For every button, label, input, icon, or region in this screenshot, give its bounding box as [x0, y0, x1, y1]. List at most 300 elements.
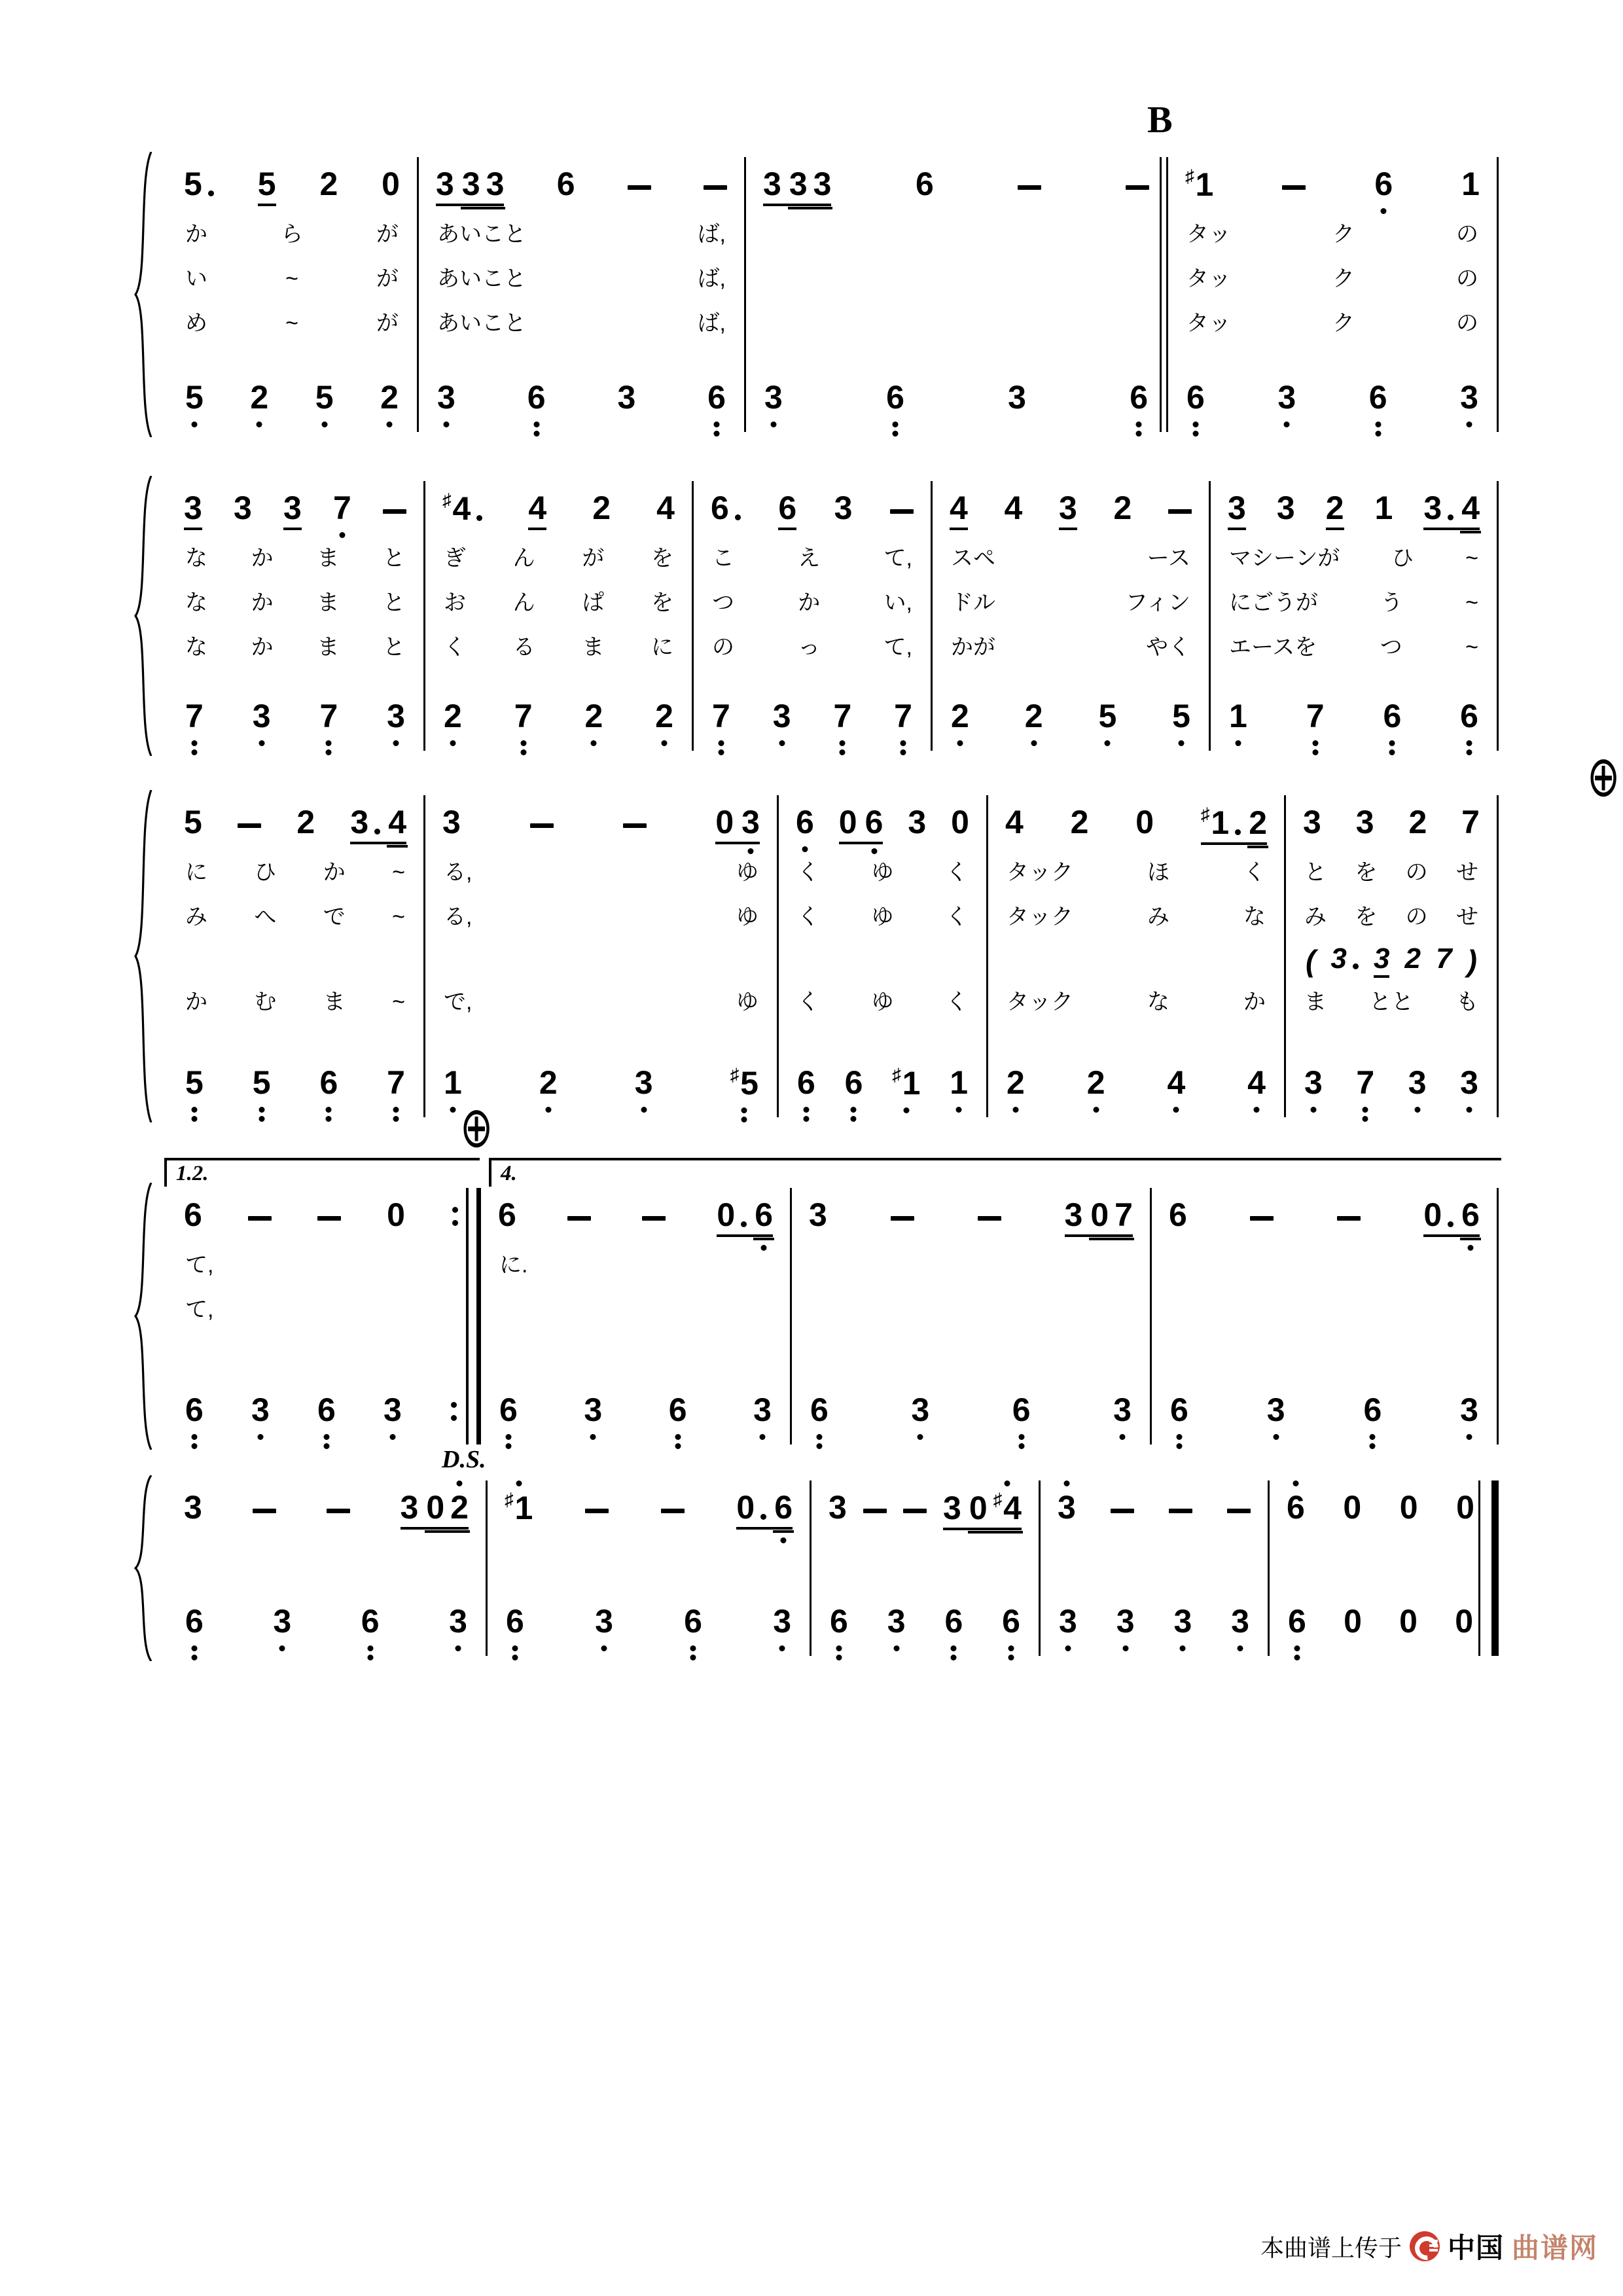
lyrics-row — [425, 539, 692, 583]
note — [845, 1066, 863, 1099]
note-digit: 6 — [1461, 1196, 1480, 1233]
music-system-3 — [167, 744, 1620, 1117]
lyrics-row — [1168, 215, 1497, 259]
note-digit: 2 — [951, 698, 969, 734]
note-digit: 3 — [753, 1391, 772, 1428]
note-group — [387, 1198, 405, 1234]
note-group — [1277, 492, 1295, 528]
note-digit: 3 — [834, 490, 853, 526]
note-digit: 0 — [1399, 1489, 1418, 1526]
note — [1058, 1491, 1076, 1524]
dash-note-icon — [1337, 1216, 1361, 1221]
note — [401, 1491, 419, 1524]
lyrics-row — [167, 215, 417, 259]
note — [1277, 381, 1296, 414]
note-group — [1460, 1066, 1478, 1102]
note-digit: 2 — [319, 166, 338, 202]
lyric-syllable: を — [651, 546, 673, 571]
volta-bracket — [164, 1158, 480, 1187]
note-group — [1173, 1605, 1192, 1641]
note — [1461, 806, 1480, 838]
note — [755, 1198, 773, 1231]
note — [892, 1066, 920, 1100]
bass-row — [167, 696, 423, 751]
note-digit: 2 — [1249, 804, 1267, 841]
note-digit: 6 — [527, 379, 546, 416]
sharp-icon: ♯ — [993, 1490, 1003, 1509]
measure — [1168, 157, 1499, 432]
note — [865, 806, 883, 838]
note-digit: 3 — [763, 166, 781, 202]
note-digit: 6 — [755, 1196, 773, 1233]
note — [797, 1066, 815, 1099]
lyric-syllable: ば, — [697, 222, 726, 247]
note-group — [387, 1066, 405, 1102]
note-group — [845, 1066, 863, 1102]
note-digit: 3 — [908, 804, 927, 840]
augmentation-dot-icon — [374, 829, 380, 834]
note — [442, 806, 461, 838]
note-group — [506, 1605, 524, 1641]
note-group — [1408, 806, 1427, 842]
lyric-syllable: て, — [185, 1253, 214, 1278]
note-digit: 6 — [1363, 1391, 1382, 1428]
dash-note-icon — [1169, 1509, 1192, 1513]
lyric-syllable: に. — [499, 1253, 528, 1278]
lyric-syllable: え — [798, 546, 821, 571]
note — [715, 806, 734, 838]
lyric-syllable: フィン — [1125, 590, 1190, 615]
lyrics-row — [425, 853, 777, 897]
note-digit: 3 — [1266, 1391, 1285, 1428]
note-digit: 6 — [1186, 379, 1205, 416]
beam-subgroup — [789, 168, 832, 200]
note-digit: 5 — [185, 379, 204, 416]
note-digit: 3 — [184, 490, 202, 526]
note-digit: 6 — [778, 490, 797, 526]
note — [251, 1393, 270, 1426]
dash-note-icon — [1250, 1216, 1274, 1221]
note-digit: 0 — [715, 804, 734, 840]
note — [250, 381, 268, 414]
note-group — [669, 1393, 687, 1429]
note — [444, 1066, 462, 1099]
dash-note-icon — [891, 1216, 914, 1221]
bass-row — [419, 377, 744, 432]
note — [436, 168, 454, 200]
note-group — [1456, 1491, 1474, 1527]
note — [951, 806, 969, 838]
lyric-syllable: る, — [444, 905, 473, 929]
bass-row — [1041, 1601, 1268, 1656]
note-digit: 1 — [902, 1065, 921, 1102]
note-digit: 5 — [184, 166, 202, 202]
lyric-syllable: か — [251, 635, 274, 660]
note-digit: 0 — [426, 1489, 445, 1526]
note-group — [617, 381, 635, 417]
melody-row — [779, 795, 986, 853]
lyric-syllable: を — [1355, 905, 1378, 929]
lyric-syllable: ~ — [1465, 590, 1478, 615]
lyric-syllable: て, — [883, 635, 912, 660]
note — [1408, 1066, 1427, 1099]
note-group — [773, 1605, 791, 1641]
note — [1460, 381, 1478, 414]
dash-note-icon — [863, 1509, 887, 1513]
note — [505, 1491, 533, 1524]
note — [557, 168, 575, 200]
note — [736, 1491, 766, 1524]
row-spacer — [167, 348, 417, 377]
note-group — [1065, 1198, 1133, 1237]
note-digit: 5 — [252, 1064, 271, 1101]
note-group — [442, 492, 482, 528]
note-group — [250, 381, 268, 417]
note-group — [1455, 1605, 1473, 1641]
note-digit: 3 — [1228, 490, 1246, 526]
note-group — [444, 1066, 462, 1102]
note — [592, 492, 611, 524]
note — [1059, 1605, 1077, 1638]
note-digit: 3 — [400, 1489, 419, 1526]
lyric-syllable: マシーンが — [1229, 546, 1340, 571]
note — [319, 700, 338, 732]
sharp-icon: ♯ — [505, 1490, 514, 1509]
row-spacer — [167, 672, 423, 696]
note — [387, 1066, 405, 1099]
note-digit: 3 — [1059, 490, 1077, 526]
note-digit: 7 — [387, 1064, 405, 1101]
note-group — [1383, 700, 1401, 736]
melody-row — [481, 1188, 790, 1246]
lyric-syllable: の — [1456, 266, 1478, 291]
note-group — [655, 700, 673, 736]
note — [380, 381, 399, 414]
note-digit: 3 — [764, 379, 783, 416]
measure — [694, 481, 933, 751]
note-digit: 3 — [1303, 804, 1321, 840]
note-digit: 3 — [1277, 379, 1296, 416]
note — [253, 1066, 271, 1099]
note-group — [1344, 1605, 1362, 1641]
note — [1008, 381, 1026, 414]
note-group — [1058, 1491, 1076, 1527]
row-spacer — [792, 1335, 1150, 1390]
lyric-syllable: な — [1243, 905, 1266, 929]
note — [253, 700, 271, 732]
note — [1113, 1393, 1132, 1426]
beam-subgroup — [1461, 492, 1480, 524]
note-digit: 0 — [1455, 1603, 1473, 1640]
lyric-syllable: ゆ — [736, 860, 758, 885]
note — [283, 492, 302, 524]
note — [1114, 492, 1132, 524]
melody-row — [933, 481, 1209, 539]
lyric-syllable: ~ — [392, 990, 405, 1014]
note-digit: 2 — [1007, 1064, 1025, 1101]
melody-row — [746, 157, 1166, 215]
beam-subgroup — [969, 1491, 1022, 1524]
note-group — [1229, 700, 1247, 736]
lyric-syllable: く — [946, 860, 968, 885]
lyrics-row — [419, 259, 744, 304]
note-digit: 3 — [829, 1489, 847, 1526]
note — [319, 168, 338, 200]
bass-row — [167, 377, 417, 432]
lyric-syllable: ~ — [285, 311, 298, 336]
lyrics-row — [779, 853, 986, 897]
augmentation-dot-icon — [760, 1514, 766, 1520]
measure — [1270, 1480, 1499, 1656]
note-digit: 3 — [350, 804, 369, 840]
note-group — [894, 700, 912, 736]
note — [1375, 492, 1393, 524]
lyric-syllable: て, — [883, 546, 912, 571]
note — [527, 381, 546, 414]
lyric-syllable: せ — [1455, 860, 1478, 885]
note — [1167, 1066, 1185, 1099]
note-group — [887, 1605, 906, 1641]
note-digit: 6 — [668, 1391, 687, 1428]
note — [317, 1393, 336, 1426]
note — [1461, 168, 1480, 200]
note-group — [1185, 168, 1213, 204]
dash-note-icon — [327, 1509, 350, 1513]
note — [911, 1393, 929, 1426]
note — [1306, 700, 1325, 732]
measure — [933, 481, 1211, 751]
note-digit: 7 — [185, 698, 204, 734]
note-digit: 0 — [387, 1196, 405, 1233]
lyric-syllable: にごうが — [1229, 590, 1318, 615]
note — [1065, 1198, 1083, 1231]
lyric-syllable: な — [1147, 990, 1169, 1014]
note — [1460, 700, 1478, 732]
note-group — [1304, 1066, 1323, 1102]
note — [1405, 944, 1421, 973]
note-digit: 3 — [184, 1489, 202, 1526]
melody-row — [167, 481, 423, 539]
note — [951, 700, 969, 732]
note — [1201, 806, 1241, 839]
note — [1456, 1491, 1474, 1524]
note-digit: 0 — [1344, 1603, 1362, 1640]
lyric-syllable: ひ — [254, 860, 277, 885]
note-group — [1130, 381, 1148, 417]
lyric-syllable: ク — [1332, 311, 1355, 336]
note — [1135, 806, 1154, 838]
note-group — [950, 492, 968, 530]
note-group — [528, 492, 546, 530]
note-group — [1288, 1605, 1306, 1641]
row-spacer — [1152, 1335, 1497, 1390]
note — [1400, 1491, 1418, 1524]
note-digit: 3 — [283, 490, 302, 526]
note-digit: 3 — [813, 166, 832, 202]
note-digit: 6 — [499, 1391, 518, 1428]
note — [813, 168, 832, 200]
note-digit: 6 — [1002, 1603, 1020, 1640]
lyrics-row — [1286, 853, 1497, 897]
lyric-syllable: な — [185, 546, 207, 571]
note — [916, 168, 934, 200]
note-digit: 3 — [911, 1391, 930, 1428]
lyric-syllable: い, — [883, 590, 912, 615]
note — [185, 381, 204, 414]
note-digit: 2 — [1113, 490, 1132, 526]
lyric-syllable: ~ — [392, 905, 405, 929]
note-digit: 7 — [1356, 1064, 1375, 1101]
note — [184, 492, 202, 524]
lyric-syllable: な — [185, 635, 207, 660]
note — [426, 1491, 444, 1524]
note-digit: 2 — [1070, 804, 1089, 840]
note — [595, 1605, 613, 1638]
lyric-syllable: ゆ — [871, 905, 894, 929]
note-digit: 3 — [442, 804, 461, 840]
lyrics-row — [1211, 539, 1497, 583]
note — [1460, 1066, 1478, 1099]
note-group — [1059, 492, 1077, 530]
note — [506, 1605, 524, 1638]
note — [1116, 1605, 1135, 1638]
note-digit: 3 — [943, 1490, 961, 1526]
note-digit: 3 — [809, 1196, 827, 1233]
ds-marker: D.S. — [442, 1446, 486, 1473]
note-group — [350, 806, 406, 844]
note-group — [1267, 1393, 1285, 1429]
dash-note-icon — [238, 823, 261, 828]
lyric-syllable: ば, — [697, 266, 726, 291]
note-group — [283, 492, 302, 530]
lyric-syllable: せ — [1455, 905, 1478, 929]
system-brace-icon — [133, 1475, 154, 1661]
bass-row — [1270, 1601, 1491, 1656]
note — [993, 1491, 1022, 1524]
note-group — [444, 700, 462, 736]
note-group — [711, 492, 741, 528]
lyrics-row — [167, 259, 417, 304]
note — [584, 1393, 602, 1426]
lyric-syllable: み — [1304, 905, 1327, 929]
row-spacer — [1211, 672, 1497, 696]
lyric-syllable: かが — [951, 635, 995, 660]
note-digit: 1 — [1195, 166, 1214, 203]
system-brace-icon — [133, 152, 154, 437]
note-group — [315, 381, 334, 417]
note-digit: 3 — [1330, 942, 1347, 975]
lyric-syllable: と — [382, 546, 405, 571]
paren-text: ) — [1467, 944, 1477, 978]
note-group — [1400, 1491, 1418, 1527]
note-digit: 1 — [1229, 698, 1247, 734]
measure — [1286, 795, 1499, 1117]
bass-row — [1211, 696, 1497, 751]
note-digit: 4 — [1005, 804, 1024, 840]
note-group — [1167, 1066, 1185, 1102]
note-digit: 2 — [380, 379, 399, 416]
lyric-syllable: く — [797, 990, 819, 1014]
note-group — [1287, 1491, 1305, 1527]
note — [1408, 806, 1427, 838]
lyrics-row — [779, 897, 986, 942]
note-digit: 3 — [584, 1391, 603, 1428]
lyric-syllable: い — [185, 266, 207, 291]
note-digit: 3 — [1355, 804, 1374, 840]
lyric-syllable: ース — [1147, 546, 1190, 571]
system-brace-icon — [133, 1183, 154, 1450]
lyric-syllable: ら — [281, 222, 303, 247]
note-digit: 4 — [1003, 1490, 1022, 1526]
lyrics-row — [1168, 259, 1497, 304]
volta-label: 4. — [501, 1162, 517, 1185]
lyrics-row — [167, 853, 423, 897]
note-digit: 5 — [740, 1065, 758, 1102]
note-group — [401, 1491, 469, 1530]
lyric-syllable: か — [798, 590, 821, 615]
lyric-syllable: ゆ — [736, 905, 758, 929]
note-group — [1169, 1198, 1187, 1234]
note-group — [839, 806, 883, 844]
note-group — [539, 1066, 558, 1102]
note — [499, 1393, 518, 1426]
note — [830, 1605, 848, 1638]
lyric-syllable: と — [382, 635, 405, 660]
lyric-syllable: る, — [444, 860, 473, 885]
lyric-syllable: こ — [712, 546, 734, 571]
note — [1172, 700, 1190, 732]
note-digit: 6 — [830, 1603, 848, 1640]
note — [778, 492, 796, 524]
lyrics-row — [419, 304, 744, 348]
note-group — [730, 1066, 758, 1103]
lyrics-row — [988, 853, 1284, 897]
note-group — [1326, 492, 1344, 530]
dash-note-icon — [1018, 185, 1041, 190]
music-system-5 — [167, 1480, 1499, 1656]
note — [185, 1393, 204, 1426]
note-group — [1460, 700, 1478, 736]
note — [894, 700, 912, 732]
note-group — [886, 381, 904, 417]
repeat-colon-icon — [450, 1393, 458, 1424]
lyric-syllable: ゆ — [736, 990, 758, 1014]
note — [437, 381, 455, 414]
note — [528, 492, 546, 524]
note-group — [950, 1066, 968, 1102]
note-digit: 1 — [950, 1064, 968, 1101]
note-digit: 6 — [1460, 698, 1478, 734]
note — [943, 1492, 961, 1524]
note — [584, 700, 603, 732]
note — [1130, 381, 1148, 414]
note-group — [1005, 492, 1023, 528]
lyric-syllable: の — [1405, 860, 1428, 885]
note-group — [1087, 1066, 1105, 1102]
note — [730, 1066, 758, 1100]
lyric-syllable: か — [1243, 990, 1266, 1014]
melody-row — [694, 481, 931, 539]
note — [1115, 1198, 1133, 1231]
ossia-row — [167, 942, 423, 982]
lyric-syllable: タック — [1007, 860, 1073, 885]
note-group — [514, 700, 533, 736]
note — [717, 1198, 747, 1231]
note — [833, 700, 851, 732]
lyrics-row — [425, 982, 777, 1027]
lyrics-row — [167, 539, 423, 583]
note — [1231, 1605, 1249, 1638]
